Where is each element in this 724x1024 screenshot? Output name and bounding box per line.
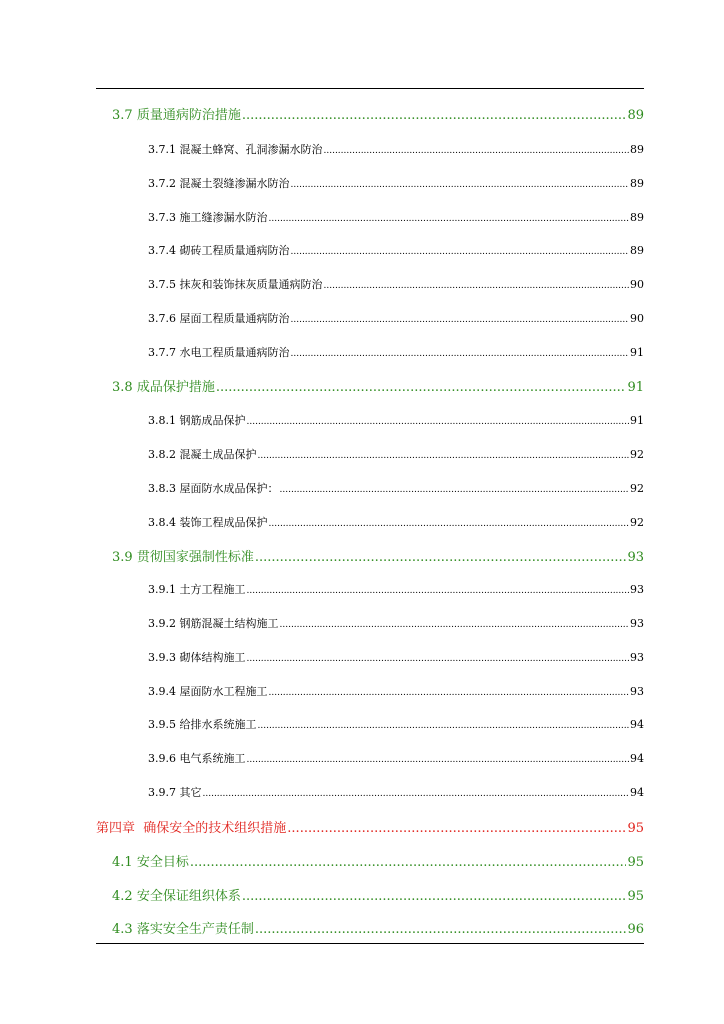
toc-entry-3-8-4[interactable] [148,514,644,530]
toc-entry-chapter-4[interactable] [96,817,644,836]
toc-entry-3-9[interactable] [112,546,644,565]
toc-entry-title: 3.7.2 混凝土裂缝渗漏水防治 [148,177,290,190]
dot-leader [291,312,630,325]
toc-entry-3-7-6[interactable] [148,310,644,326]
toc-page-number: 93 [630,617,644,630]
dot-leader [291,177,630,190]
toc-entry-3-9-5[interactable] [148,716,644,732]
dot-leader [258,718,630,731]
dot-leader [247,752,630,765]
toc-entry-title: 3.7.1 混凝土蜂窝、孔洞渗漏水防治 [148,143,323,156]
dot-leader [258,448,630,461]
toc-entry-title: 3.9.2 钢筋混凝土结构施工 [148,617,279,630]
dot-leader [324,278,630,291]
toc-entry-title: 3.7.4 砌砖工程质量通病防治 [148,244,290,257]
toc-entry-3-7-3[interactable] [148,209,644,225]
toc-entry-3-7-5[interactable] [148,276,644,292]
dot-leader [247,651,630,664]
dot-leader [291,346,630,359]
toc-entry-4-1[interactable] [112,851,644,870]
toc-page-number: 95 [627,855,644,870]
dot-leader [269,211,630,224]
toc-page-number: 94 [630,718,644,731]
dot-leader [247,583,630,596]
dot-leader [269,516,630,529]
toc-entry-title: 第四章 确保安全的技术组织措施 [96,821,287,836]
dot-leader [291,244,630,257]
dot-leader [190,855,627,870]
footer-rule [96,943,644,944]
toc-page-number: 90 [630,278,644,291]
toc-entry-title: 4.1 安全目标 [112,855,189,870]
toc-entry-title: 3.9.1 土方工程施工 [148,583,246,596]
dot-leader [216,380,627,395]
toc-entry-3-9-6[interactable] [148,750,644,766]
toc-entry-3-9-1[interactable] [148,581,644,597]
toc-entry-title: 3.9.6 电气系统施工 [148,752,246,765]
toc-entry-3-8-2[interactable] [148,446,644,462]
toc-page-number: 89 [627,108,644,123]
dot-leader [242,889,627,904]
toc-page-number: 94 [630,786,644,799]
dot-leader [203,786,630,799]
toc-entry-title: 3.8 成品保护措施 [112,380,215,395]
dot-leader [255,550,627,565]
toc-entry-3-8-1[interactable] [148,412,644,428]
toc-page-number: 95 [627,821,644,836]
toc-page-number: 91 [630,346,644,359]
toc-entry-3-8[interactable] [112,376,644,395]
toc-entry-title: 3.9.7 其它 [148,786,202,799]
toc-page-number: 91 [630,414,644,427]
toc-entry-4-3[interactable] [112,918,644,937]
dot-leader [242,108,627,123]
toc-page-number: 95 [627,889,644,904]
toc-entry-3-8-3[interactable] [148,480,644,496]
toc-page-number: 93 [630,651,644,664]
dot-leader [280,617,630,630]
toc-page-number: 90 [630,312,644,325]
toc-page-number: 92 [630,448,644,461]
toc-entry-3-9-7[interactable] [148,784,644,800]
toc-entry-title: 4.2 安全保证组织体系 [112,889,241,904]
toc-entry-title: 3.7 质量通病防治措施 [112,108,241,123]
toc-page-number: 94 [630,752,644,765]
toc-entry-title: 3.7.7 水电工程质量通病防治 [148,346,290,359]
toc-page-number: 93 [627,550,644,565]
toc-entry-4-2[interactable] [112,885,644,904]
toc-entry-title: 3.7.3 施工缝渗漏水防治 [148,211,268,224]
toc-page-number: 96 [627,922,644,937]
toc-entry-title: 3.9.4 屋面防水工程施工 [148,685,268,698]
toc-page-number: 91 [627,380,644,395]
toc-page-number: 89 [630,211,644,224]
toc-page-number: 93 [630,583,644,596]
toc-page-number: 92 [630,516,644,529]
toc-entry-3-7-4[interactable] [148,242,644,258]
toc-entry-title: 3.8.4 装饰工程成品保护 [148,516,268,529]
dot-leader [287,821,626,836]
dot-leader [255,922,627,937]
toc-entry-3-9-2[interactable] [148,615,644,631]
dot-leader [269,685,630,698]
toc-entry-3-9-4[interactable] [148,683,644,699]
toc-page-number: 89 [630,177,644,190]
toc-entry-title: 3.9.3 砌体结构施工 [148,651,246,664]
dot-leader [280,482,630,495]
toc-entry-title: 3.8.2 混凝土成品保护 [148,448,257,461]
toc-page-number: 89 [630,244,644,257]
toc-entry-3-9-3[interactable] [148,649,644,665]
toc-entry-title: 3.9 贯彻国家强制性标准 [112,550,254,565]
toc-entry-title: 3.8.1 钢筋成品保护 [148,414,246,427]
dot-leader [247,414,630,427]
toc-entry-3-7[interactable] [112,104,644,123]
toc-entry-title: 3.8.3 屋面防水成品保护： [148,482,279,495]
dot-leader [324,143,630,156]
toc-page-number: 89 [630,143,644,156]
toc-entry-title: 3.7.6 屋面工程质量通病防治 [148,312,290,325]
toc-entry-title: 3.7.5 抹灰和装饰抹灰质量通病防治 [148,278,323,291]
toc-entry-title: 4.3 落实安全生产责任制 [112,922,254,937]
toc-entry-3-7-1[interactable] [148,141,644,157]
toc-page-number: 93 [630,685,644,698]
toc-entry-3-7-2[interactable] [148,175,644,191]
toc-entry-title: 3.9.5 给排水系统施工 [148,718,257,731]
toc-page-number: 92 [630,482,644,495]
toc-entry-3-7-7[interactable] [148,344,644,360]
